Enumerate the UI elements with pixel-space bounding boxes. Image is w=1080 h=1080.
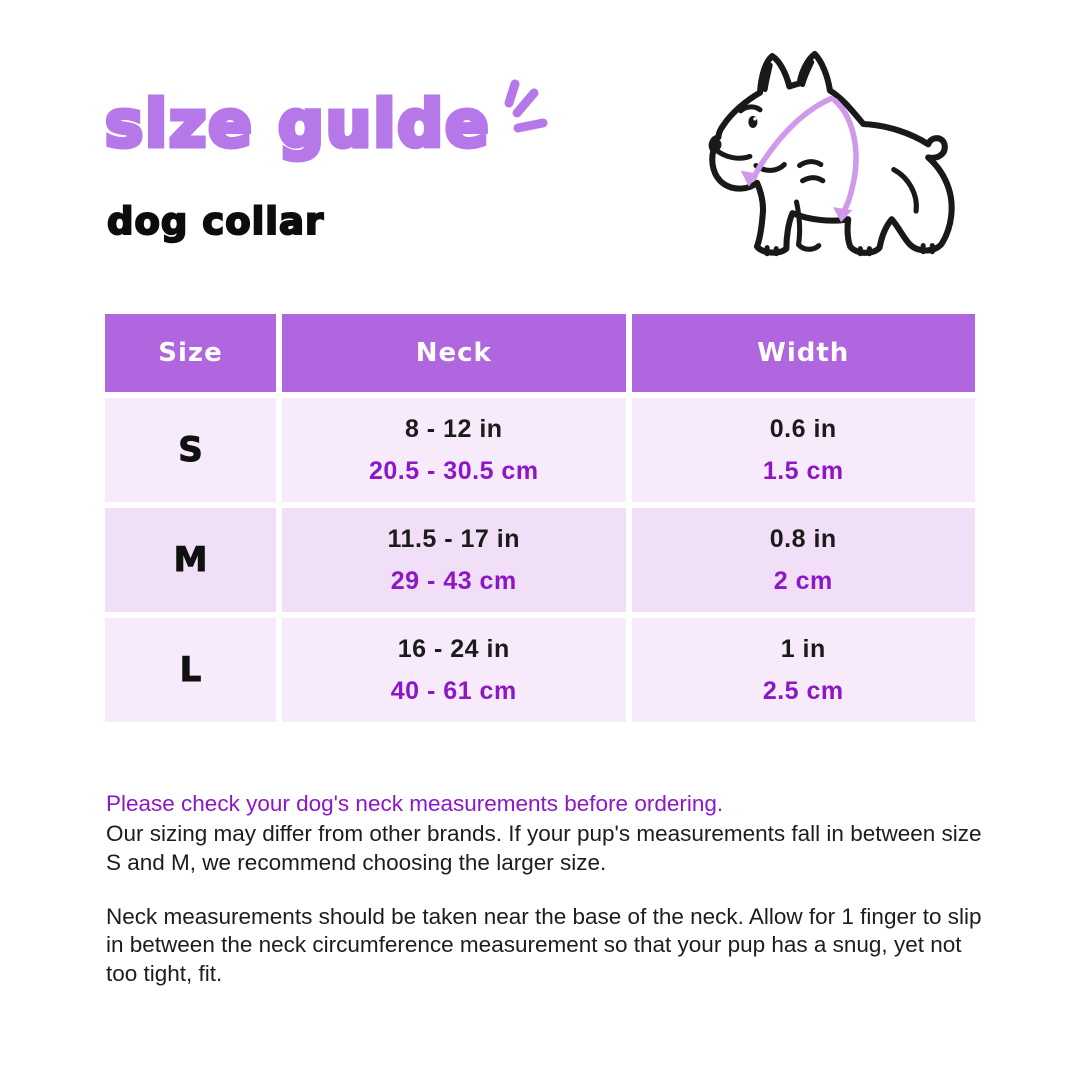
width-cm: 2.5 cm — [762, 676, 844, 705]
sparkle-dashes-icon — [494, 76, 566, 148]
dog-eye-glint — [753, 117, 756, 120]
size-label: S — [178, 430, 203, 470]
note-highlight: Please check your dog's neck measurements before ordering. — [106, 791, 724, 816]
sparkle-dash-2 — [517, 93, 534, 113]
table-row-l-neck-cell — [282, 618, 626, 722]
table-row-m-size-cell — [105, 508, 276, 612]
page-title: size guide — [105, 88, 491, 162]
size-table — [105, 314, 975, 722]
size-label: L — [179, 650, 202, 690]
neck-cm: 29 - 43 cm — [390, 566, 517, 595]
width-cm: 1.5 cm — [762, 456, 844, 485]
page-subtitle: dog collar — [107, 200, 325, 243]
dog-eye — [748, 116, 757, 128]
neck-cm: 20.5 - 30.5 cm — [368, 456, 539, 485]
neck-inches: 16 - 24 in — [397, 634, 510, 663]
sparkle-dash-1 — [509, 84, 515, 103]
dog-body-outline — [712, 54, 952, 253]
neck-cm: 40 - 61 cm — [390, 676, 517, 705]
column-header-neck: Neck — [282, 314, 626, 392]
table-row-l-width-cell — [632, 618, 976, 722]
size-label: M — [173, 540, 208, 580]
table-row-s-neck-cell — [282, 398, 626, 502]
width-inches: 1 in — [780, 634, 826, 663]
note-body: Our sizing may differ from other brands. If your pup's measurements fall in between size S and M, we recommend choosing the larger size. — [106, 821, 982, 875]
table-row-l-size-cell — [105, 618, 276, 722]
column-header-width: Width — [632, 314, 976, 392]
sparkle-dash-3 — [518, 123, 543, 128]
notes-section — [106, 790, 986, 988]
table-row-s-width-cell — [632, 398, 976, 502]
dog-illustration — [698, 48, 972, 276]
column-header-size: Size — [105, 314, 276, 392]
note-body-2: Neck measurements should be taken near the base of the neck. Allow for 1 finger to slip in between the neck circumference measurement so that your pup has a snug, yet not too tight, fit. — [106, 904, 982, 986]
width-cm: 2 cm — [773, 566, 833, 595]
table-row-m-neck-cell — [282, 508, 626, 612]
neck-inches: 8 - 12 in — [404, 414, 503, 443]
width-inches: 0.6 in — [769, 414, 837, 443]
neck-inches: 11.5 - 17 in — [387, 524, 520, 553]
width-inches: 0.8 in — [769, 524, 837, 553]
table-row-m-width-cell — [632, 508, 976, 612]
table-row-s-size-cell — [105, 398, 276, 502]
